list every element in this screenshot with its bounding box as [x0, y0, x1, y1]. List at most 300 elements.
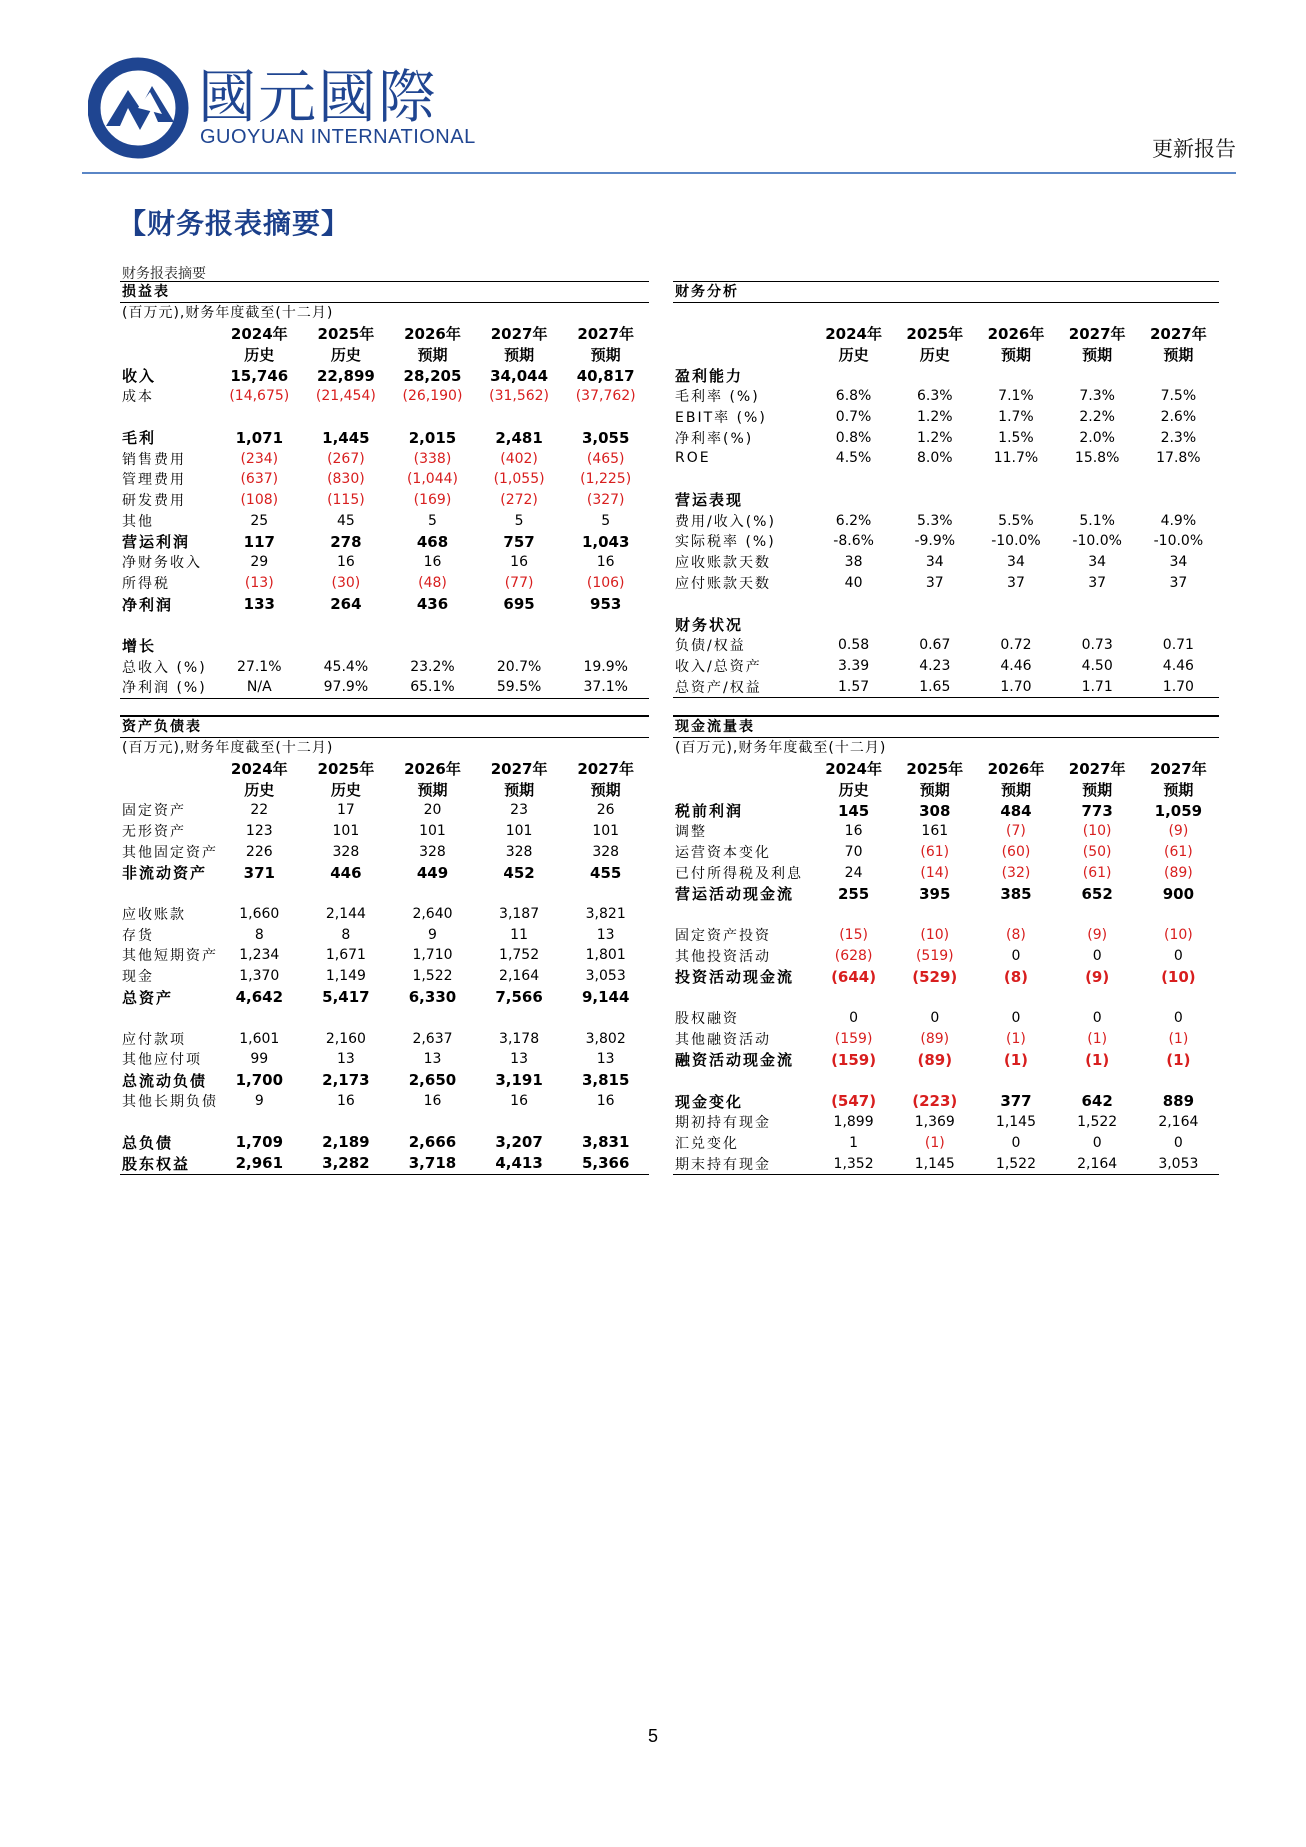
- cell-value: 1.65: [919, 678, 951, 695]
- spacer-row: [673, 593, 1219, 614]
- period-type-row: [120, 779, 649, 800]
- table-row: [673, 1029, 1219, 1050]
- table-row: [120, 924, 649, 945]
- spacer-row: [673, 987, 1219, 1008]
- row-label: EBIT率 (%): [675, 410, 767, 427]
- cell-value: 642: [1081, 1092, 1113, 1111]
- financial-analysis-panel: [673, 281, 1219, 698]
- row-label: 营运活动现金流: [675, 885, 795, 904]
- cell-value: 3,718: [408, 1154, 457, 1173]
- spacer-row: [120, 407, 649, 428]
- cell-value: 255: [837, 884, 870, 903]
- row-label: 应收账款天数: [675, 555, 771, 572]
- row-label: 营运利润: [122, 533, 191, 552]
- cell-value: 371: [243, 863, 275, 882]
- cell-value: 1.70: [1162, 678, 1194, 695]
- table-row: [673, 427, 1219, 448]
- cell-value: 16: [596, 1092, 615, 1109]
- cell-value: [894, 365, 975, 386]
- cell-value: 34: [1007, 554, 1025, 571]
- cell-value: 1,352: [833, 1155, 874, 1172]
- cell-value: 6.8%: [835, 388, 872, 405]
- cell-value: 16: [336, 554, 355, 571]
- row-label: 研发费用: [122, 493, 186, 510]
- cell-value: -9.9%: [914, 533, 956, 550]
- cell-value: 2.2%: [1079, 409, 1115, 426]
- cell-value: [1138, 614, 1219, 635]
- table-row: [120, 635, 649, 656]
- row-label: 存货: [122, 927, 154, 944]
- cell-value: 5,417: [322, 988, 370, 1006]
- table-row: [673, 552, 1219, 573]
- cell-value: (77): [504, 575, 534, 592]
- cell-value: 2,173: [322, 1071, 370, 1090]
- row-label: 其他长期负债: [122, 1093, 218, 1110]
- cell-value: (14,675): [229, 388, 290, 405]
- year-header: 2025年: [906, 325, 964, 343]
- cell-value: 446: [330, 863, 362, 882]
- cell-value: (13): [244, 575, 274, 592]
- cell-value: 9: [428, 926, 437, 943]
- cell-value: 3,055: [581, 428, 630, 447]
- cell-value: 37.1%: [583, 679, 628, 696]
- cell-value: [389, 635, 476, 656]
- cell-value: 1,899: [833, 1114, 874, 1131]
- year-header: 2024年: [825, 760, 882, 778]
- table-row: [120, 821, 649, 842]
- cell-value: 8: [341, 926, 351, 943]
- cell-value: 0: [1092, 1134, 1102, 1151]
- table-row: [673, 925, 1219, 946]
- cell-value: 16: [336, 1092, 355, 1109]
- table-row: [120, 1132, 649, 1153]
- cell-value: -10.0%: [991, 533, 1041, 550]
- row-label: 毛利: [122, 429, 157, 448]
- cell-value: 1,043: [581, 532, 630, 551]
- year-header-row: [120, 323, 649, 344]
- cell-value: 7.5%: [1160, 388, 1197, 405]
- cell-value: -10.0%: [1072, 533, 1122, 550]
- cell-value: [975, 614, 1056, 635]
- table-row: [120, 386, 649, 407]
- year-header: 2026年: [987, 760, 1045, 778]
- cell-value: 16: [423, 554, 442, 571]
- table-row: [673, 945, 1219, 966]
- cell-value: (402): [500, 450, 538, 467]
- row-label: 净利润: [122, 595, 174, 614]
- row-label: 应付账款天数: [675, 575, 771, 592]
- cell-value: 395: [919, 884, 951, 903]
- cell-value: 117: [243, 532, 275, 551]
- cell-value: (14): [920, 864, 950, 881]
- year-header: 2024年: [230, 760, 288, 778]
- cell-value: (26,190): [402, 388, 463, 405]
- cell-value: (519): [915, 947, 954, 964]
- cell-value: (1): [1006, 1030, 1026, 1047]
- cell-value: 16: [510, 1092, 528, 1109]
- cell-value: 3,053: [585, 968, 626, 985]
- cell-value: 7.3%: [1079, 388, 1115, 405]
- cell-value: [975, 365, 1056, 386]
- cell-value: 953: [590, 595, 622, 613]
- cell-value: (159): [831, 1050, 877, 1069]
- cell-value: [894, 614, 975, 635]
- cell-value: 34: [925, 554, 944, 571]
- year-header: 2027年: [1068, 325, 1126, 343]
- table-row: [120, 490, 649, 511]
- cell-value: 1,445: [322, 428, 370, 447]
- cell-value: [216, 635, 303, 656]
- cell-value: (9): [1085, 967, 1110, 986]
- table-row: [673, 966, 1219, 987]
- row-label: 非流动资产: [122, 864, 208, 883]
- cell-value: 3,831: [581, 1133, 630, 1152]
- cell-value: 0.8%: [835, 429, 872, 446]
- cell-value: 17: [336, 802, 355, 819]
- row-label: 增长: [122, 637, 157, 656]
- row-label: 总收入 (%): [122, 659, 207, 676]
- row-label: 实际税率 (%): [675, 534, 776, 551]
- cell-value: 452: [503, 863, 535, 882]
- cell-value: (1): [1087, 1030, 1108, 1047]
- cell-value: 2,637: [412, 1030, 453, 1047]
- cell-value: 484: [1000, 801, 1032, 820]
- cashflow-title: 现金流量表: [673, 715, 1219, 738]
- row-label: 调整: [675, 824, 707, 841]
- table-row: [673, 800, 1219, 821]
- cell-value: 24: [844, 864, 863, 881]
- period-type-row: [673, 779, 1219, 800]
- cell-value: (338): [413, 450, 452, 467]
- table-row: [120, 427, 649, 448]
- cell-value: 101: [505, 823, 533, 840]
- cell-value: 5,366: [581, 1154, 630, 1173]
- cell-value: (10): [920, 927, 950, 944]
- table-row: [120, 1049, 649, 1070]
- cell-value: (10): [1082, 823, 1112, 840]
- cell-value: 0: [1173, 1010, 1183, 1027]
- row-label: 投资活动现金流: [675, 968, 795, 987]
- cell-value: 2,015: [408, 428, 457, 447]
- table-row: [673, 407, 1219, 428]
- row-label: 已付所得税及利息: [675, 865, 803, 882]
- balance-unit-note: (百万元),财务年度截至(十二月): [122, 740, 334, 756]
- cell-value: (21,454): [315, 388, 376, 405]
- cell-value: 3,187: [499, 906, 540, 923]
- spacer-row: [120, 615, 649, 636]
- row-label: 固定资产投资: [675, 928, 771, 945]
- cell-value: -10.0%: [1153, 533, 1204, 550]
- report-type-label: 更新报告: [1152, 137, 1236, 161]
- cell-value: 101: [419, 823, 446, 840]
- cell-value: 449: [416, 863, 449, 882]
- table-row: [120, 1070, 649, 1091]
- row-label: 财务状况: [675, 615, 744, 634]
- cell-value: (1,044): [406, 471, 458, 488]
- cell-value: 0: [1011, 1134, 1021, 1151]
- cell-value: 101: [332, 823, 360, 840]
- cell-value: 0: [1011, 1010, 1021, 1027]
- cell-value: 0: [1092, 947, 1102, 964]
- year-header-row: [120, 758, 649, 779]
- row-label: 无形资产: [122, 824, 186, 841]
- cell-value: 37: [1007, 574, 1025, 591]
- cell-value: 20: [423, 802, 442, 819]
- cell-value: 1.2%: [916, 409, 953, 426]
- row-label: 应收账款: [122, 907, 186, 924]
- cell-value: 4,642: [235, 988, 284, 1006]
- cell-value: 2,640: [412, 906, 453, 923]
- row-label: 固定资产: [122, 803, 186, 820]
- cell-value: 2,650: [408, 1071, 457, 1090]
- table-row: [673, 1153, 1219, 1174]
- cell-value: 0.67: [919, 637, 951, 654]
- cell-value: 9: [254, 1092, 264, 1109]
- table-row: [673, 1008, 1219, 1029]
- period-type: 预期: [1082, 781, 1113, 799]
- year-header-row: [673, 758, 1219, 779]
- cell-value: 22: [250, 802, 269, 819]
- cell-value: (272): [500, 492, 538, 509]
- cell-value: 773: [1081, 801, 1113, 820]
- cell-value: 5: [601, 512, 611, 529]
- cell-value: 29: [250, 554, 269, 571]
- cell-value: 26: [596, 802, 615, 819]
- row-label: 收入: [122, 367, 157, 385]
- cell-value: 900: [1162, 884, 1195, 903]
- cell-value: (169): [413, 492, 452, 509]
- period-type: 预期: [590, 346, 621, 364]
- cell-value: 3,053: [1158, 1155, 1199, 1172]
- cell-value: [476, 635, 563, 656]
- cell-value: (644): [831, 967, 877, 986]
- cell-value: 0: [849, 1010, 859, 1027]
- cell-value: 385: [1000, 884, 1032, 903]
- cell-value: 1,522: [1077, 1114, 1118, 1131]
- cell-value: (61): [1164, 844, 1193, 861]
- cell-value: 19.9%: [583, 658, 628, 675]
- year-header: 2025年: [906, 760, 964, 778]
- period-type: 预期: [504, 781, 535, 799]
- table-row: [120, 1153, 649, 1174]
- cell-value: [975, 489, 1056, 510]
- brand-name-english: GUOYUAN INTERNATIONAL: [200, 126, 476, 148]
- cell-value: 15.8%: [1074, 450, 1120, 467]
- cell-value: 4.46: [1162, 657, 1194, 674]
- cell-value: 4.5%: [835, 450, 872, 467]
- cell-value: 695: [503, 595, 535, 613]
- balance-table: [120, 758, 649, 1174]
- cell-value: 145: [837, 801, 870, 820]
- cell-value: (1): [924, 1134, 945, 1151]
- cell-value: 9,144: [581, 988, 630, 1006]
- year-header: 2027年: [490, 325, 548, 343]
- cell-value: 652: [1081, 884, 1113, 903]
- cell-value: 2,164: [1158, 1114, 1199, 1131]
- row-label: 其他固定资产: [122, 844, 218, 861]
- cell-value: 0.58: [838, 637, 870, 654]
- cell-value: 133: [243, 595, 275, 613]
- row-label: 营运表现: [675, 491, 744, 510]
- table-row: [673, 883, 1219, 904]
- row-label: 其他应付项: [122, 1052, 202, 1069]
- table-row: [673, 842, 1219, 863]
- row-label: 汇兑变化: [675, 1135, 739, 1152]
- table-row: [673, 1133, 1219, 1154]
- cell-value: 8: [254, 926, 264, 943]
- cell-value: 38: [844, 554, 863, 571]
- row-label: 总流动负债: [122, 1071, 208, 1090]
- cell-value: 757: [503, 532, 535, 551]
- cell-value: 34: [1088, 554, 1107, 571]
- cell-value: (1,055): [493, 471, 545, 488]
- cell-value: 11: [510, 926, 528, 943]
- cell-value: [1138, 365, 1219, 386]
- income-statement-panel: [120, 281, 649, 699]
- cell-value: 1,522: [995, 1155, 1037, 1172]
- cell-value: 3,802: [585, 1030, 626, 1047]
- cell-value: 1.57: [838, 678, 870, 695]
- table-row: [120, 904, 649, 925]
- cell-value: 1,522: [412, 968, 453, 985]
- period-type: 预期: [1082, 346, 1113, 364]
- cell-value: 1: [849, 1134, 859, 1151]
- period-type: 历史: [838, 346, 869, 364]
- cell-value: [894, 489, 975, 510]
- cell-value: 123: [245, 823, 273, 840]
- row-label: 其他投资活动: [675, 948, 771, 965]
- cell-value: 16: [423, 1092, 442, 1109]
- table-row: [673, 386, 1219, 407]
- row-label: 销售费用: [122, 451, 186, 468]
- cell-value: 226: [245, 843, 273, 860]
- table-row: [120, 594, 649, 615]
- row-label: 总负债: [122, 1133, 174, 1152]
- cashflow-table: [673, 758, 1219, 1174]
- cell-value: (830): [327, 471, 365, 488]
- cell-value: 5.5%: [998, 512, 1034, 529]
- cell-value: 16: [596, 554, 615, 571]
- cell-value: (89): [1164, 864, 1193, 881]
- cell-value: (234): [240, 450, 279, 467]
- cell-value: 37: [1088, 574, 1107, 591]
- cell-value: 37: [1169, 574, 1188, 591]
- cell-value: 3,815: [581, 1071, 630, 1090]
- cell-value: (9): [1087, 927, 1108, 944]
- cell-value: (1): [1168, 1030, 1189, 1047]
- row-label: 净财务收入: [122, 555, 202, 572]
- cell-value: 1,370: [239, 968, 280, 985]
- period-type: 历史: [244, 781, 275, 799]
- row-label: 期初持有现金: [675, 1115, 771, 1132]
- cell-value: (8): [1003, 967, 1029, 986]
- cell-value: 4,413: [495, 1154, 543, 1173]
- cell-value: 1,145: [914, 1155, 955, 1172]
- cell-value: 6,330: [408, 988, 457, 1006]
- cell-value: 25: [250, 512, 269, 529]
- analysis-table: [673, 323, 1219, 697]
- cell-value: 22,899: [316, 366, 375, 385]
- table-row: [673, 862, 1219, 883]
- cell-value: 3,191: [495, 1071, 543, 1090]
- cell-value: 4.46: [1000, 657, 1032, 674]
- year-header: 2027年: [1150, 760, 1207, 778]
- section-title: 【财务报表摘要】: [118, 207, 351, 240]
- year-header-row: [673, 323, 1219, 344]
- cell-value: 7,566: [495, 988, 543, 1006]
- cell-value: (1): [1166, 1050, 1191, 1069]
- cell-value: 59.5%: [496, 679, 542, 696]
- cell-value: 2.3%: [1160, 429, 1197, 446]
- year-header: 2025年: [317, 325, 375, 343]
- cell-value: 0.7%: [835, 409, 872, 426]
- table-row: [673, 1112, 1219, 1133]
- cell-value: 3,178: [499, 1030, 540, 1047]
- row-label: 应付款项: [122, 1031, 186, 1048]
- table-row: [120, 677, 649, 698]
- table-row: [120, 1028, 649, 1049]
- cell-value: 16: [844, 823, 863, 840]
- row-label: 现金: [122, 969, 154, 986]
- spacer-row: [120, 883, 649, 904]
- cell-value: 1,671: [325, 947, 366, 964]
- cell-value: 377: [1000, 1092, 1032, 1111]
- cell-value: 2,164: [499, 968, 540, 985]
- row-label: 融资活动现金流: [675, 1051, 795, 1070]
- cell-value: 4.9%: [1160, 512, 1197, 529]
- table-row: [673, 365, 1219, 386]
- table-row: [120, 573, 649, 594]
- period-type: 预期: [1000, 346, 1031, 364]
- row-label: 费用/收入(%): [675, 513, 776, 530]
- cell-value: (61): [920, 844, 950, 861]
- cell-value: (10): [1161, 967, 1196, 986]
- cell-value: 23: [510, 802, 528, 819]
- cell-value: (60): [1001, 844, 1031, 861]
- year-header: 2025年: [317, 760, 375, 778]
- spacer-row: [120, 1008, 649, 1029]
- cell-value: (32): [1001, 864, 1031, 881]
- cell-value: (106): [586, 575, 625, 592]
- row-label: 总资产/权益: [675, 679, 762, 696]
- cell-value: 3,282: [322, 1154, 370, 1173]
- cell-value: (31,562): [489, 388, 550, 405]
- income-table: [120, 323, 649, 698]
- row-label: 总资产: [122, 988, 174, 1007]
- table-row: [673, 448, 1219, 469]
- cell-value: N/A: [246, 679, 272, 696]
- year-header: 2024年: [230, 325, 288, 343]
- cell-value: 2.6%: [1160, 409, 1197, 426]
- cell-value: 13: [596, 1051, 615, 1068]
- row-label: 负债/权益: [675, 638, 746, 655]
- period-type: 历史: [244, 346, 275, 364]
- cash-flow-panel: [673, 715, 1219, 1175]
- cell-value: [1057, 614, 1138, 635]
- cell-value: (30): [331, 575, 361, 592]
- period-type: 预期: [919, 781, 950, 799]
- table-row: [120, 800, 649, 821]
- cell-value: 328: [505, 843, 533, 860]
- year-header: 2026年: [987, 325, 1045, 343]
- cell-value: 2,164: [1077, 1155, 1118, 1172]
- cell-value: (637): [240, 471, 279, 488]
- cell-value: (89): [920, 1030, 950, 1047]
- cell-value: 65.1%: [410, 679, 455, 696]
- table-row: [120, 945, 649, 966]
- year-header: 2024年: [825, 325, 882, 343]
- table-row: [120, 365, 649, 386]
